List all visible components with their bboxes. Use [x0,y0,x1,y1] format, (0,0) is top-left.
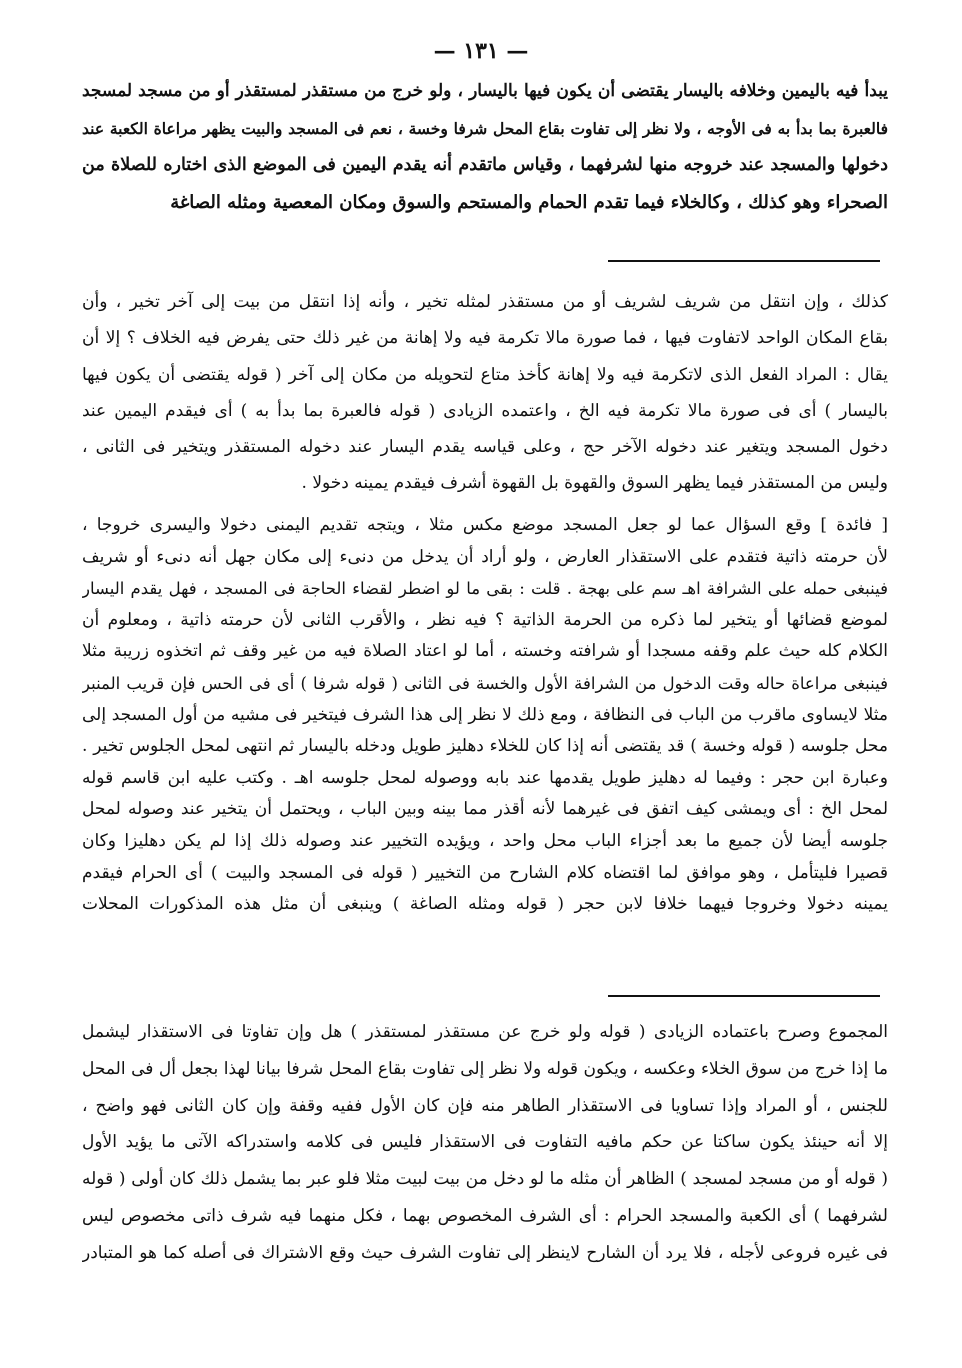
commentary-line: ( قوله أو من مسجد لمسجد ) الظاهر أن مثله ما لو دخل من بيت لبيت مثلا فلو عبر بما يشمل ذلك كان أولى ( قوله [82,1169,888,1190]
commentary-mid [82,510,888,921]
commentary-bottom [82,1014,888,1272]
commentary-line: باليسار ) أى فى صورة مالا تكرمة فيه الخ ، واعتمده الزيادى ( قوله فالعبرة بما بدأ به ) أى فيقدم اليمين عند [82,400,888,421]
commentary-line: كذلك ، وإن انتقل من شريف لشريف أو من مستقذر لمثله تخير ، وأنه إذا انتقل من بيت إلى آخر تخير ، وأن [82,292,888,312]
commentary-line: مثلا لايساوى ماقرب من الباب فى النظافة ، ومع ذلك لا نظر إلى هذا الشرف فيتخير فى مشيه من أول المسجد إلى [82,704,888,725]
page-number: — ١٣١ — [433,38,529,64]
commentary-line: ما إذا خرج من سوق الخلاء وعكسه ، ويكون قوله ولا نظر إلى تفاوت بقاع المحل شرفا بيانا لهذا بجعل أل فى المحل [82,1058,888,1079]
commentary-top [82,284,888,502]
commentary-line: فينبغى مراعاة حاله وقت الدخول من الشرافة الأول والخسة فى الثانى ( قوله شرفا ) أى فى الحس فإن قريب المنبر [82,673,888,693]
commentary-line: يقال : المراد الفعل الذى لاتكرمة فيه ولا إهانة كأخذ متاع لتحويله من مكان إلى آخر ( قوله يقتضى أن يكون فيها [82,364,888,385]
commentary-line: فينبغى حمله على الشرافة اهـ سم على بهجة . قلت : بقى ما لو اضطر لقضاء الحاجة فى المسجد ، فهل يقدم اليسار [82,579,888,599]
commentary-line: للجنس ، أو المراد وإذا تساويا فى الاستقذار الطاهر منه فإن كان الأول ففيه وقفة وإن كان الثانى فهو واضح ، [82,1095,888,1116]
commentary-line: المجموع وصرح باعتماده الزيادى ( قوله ولو خرج عن مستقذر لمستقذر ) هل وإن تفاوتا فى الاستقذار ليشمل [82,1022,888,1042]
commentary-line: الكلام كله حيث علم وقفه مسجدا أو شرافته وخسته ، أما لو اعتاد الصلاة فيه من غير وقف ثم اتخذوه زريبة مثلا [82,641,888,662]
separator-rule [608,260,880,262]
commentary-line: قصيرا فليتأمل ، وهو موافق لما اقتضاه كلام الشارح من التخيير ( قوله فى المسجد والبيت ) أى الحرام فيقدم [82,862,888,883]
commentary-line: لشرفهما ) أى الكعبة والمسجد الحرام : أى الشرف المخصوص بهما ، فكل منهما فيه شرف ذاتى مخصوص ليس [82,1205,888,1226]
commentary-line: لمحل الخ : أى ويمشى كيف اتفق فى غيرهما لأنه أقذر مما بينه وبين الباب ، ويحتمل أن يتخير عند وصوله لمحل [82,799,888,820]
commentary-line: وعبارة ابن حجر : وفيما له دهليز طويل يقدمها عند بابه ووصوله لمحل جلوسه اهـ . وكتب عليه ابن قاسم قوله [82,767,888,788]
commentary-line: وليس من المستقذر فيما يظهر السوق والقهوة بل القهوة أشرف فيقدم يمينه دخولا . [301,473,888,494]
main-line: دخولها والمسجد عند خروجه منها لشرفهما ، وقياس ماتقدم أنه يقدم اليمين فى الموضع الذى اختاره للصلاة من [82,155,888,175]
commentary-line: [ فائدة ] وقع السؤال عما لو جعل المسجد موضع مكس مثلا ، ويتجه تقديم اليمنى دخولا واليسرى خروجا ، [82,515,888,535]
commentary-line: فى غيره فروعى لأجله ، فلا يرد أن الشارح لاينظر إلى تفاوت الشرف حيث وقع الاشتراك فى أصله كما هو المتبادر [82,1242,888,1263]
separator-rule [608,995,880,997]
commentary-line: دخول المسجد ويتغير عند دخوله الآخر حج ، وعلى قياسه يقدم اليسار عند دخوله المستقذر ويتخير فى الثانى ، [82,437,888,458]
commentary-line: جلوسه أيضا لأن جميع ما بعد أجزاء الباب محل واحد ، ويؤيده التخيير عند وصوله ذلك إذا لم يكن دهليزا وكان [82,830,888,851]
commentary-line: إلا أنه حينئذ يكون ساكتا عن حكم مافيه التفاوت فى الاستقذار فليس فى كلامه واستدراكه الآتى ما يؤيد الأول [82,1132,888,1153]
commentary-line: محل جلوسه ( قوله وخسة ) قد يقتضى أنه إذا كان للخلاء دهليز طويل ودخله باليسار ثم انتهى لمحل الجلوس تخير . [82,736,888,757]
commentary-line: يمينه دخولا وخروجا فيهما خلافا لابن حجر ( قوله ومثله الصاغة ) وينبغى أن مثل هذه المذكورات المحلات [82,894,888,915]
main-text [82,73,888,221]
commentary-line: لموضع قضائها أو يتخير لما ذكره من الحرمة الذاتية ؟ فيه نظر ، والأقرب الثانى لأن حرمته ذاتية ، ومعلوم أن [82,609,888,630]
main-line: الصحراء وهو كذلك ، وكالخلاء فيما تقدم الحمام والمستحم والسوق ومكان المعصية ومثله الصاغة [170,192,888,213]
main-line: يبدأ فيه باليمين وخلافه باليسار يقتضى أن يكون فيها باليسار ، ولو خرج من مستقذر لمستقذر أو من مسجد لمسجد [82,81,888,101]
commentary-line: بقاع المكان الواحد لاتفاوت فيها ، فما صورة مالا تكرمة فيه ولا إهانة من غير ذلك حتى يفرض فيه الخلاف ؟ إلا أن [82,328,888,349]
commentary-line: لأن حرمته ذاتية فتقدم على الاستقذار العارض ، ولو أراد أن يدخل من دنىء إلى مكان جهل أنه دنىء أو شريف [82,546,888,567]
main-line: فالعبرة بما بدأ به فى الأوجه ، ولا نظر إلى تفاوت بقاع المحل شرفا وخسة ، نعم فى المسجد والبيت يظهر مراعاة الكعبة عند [82,119,888,138]
